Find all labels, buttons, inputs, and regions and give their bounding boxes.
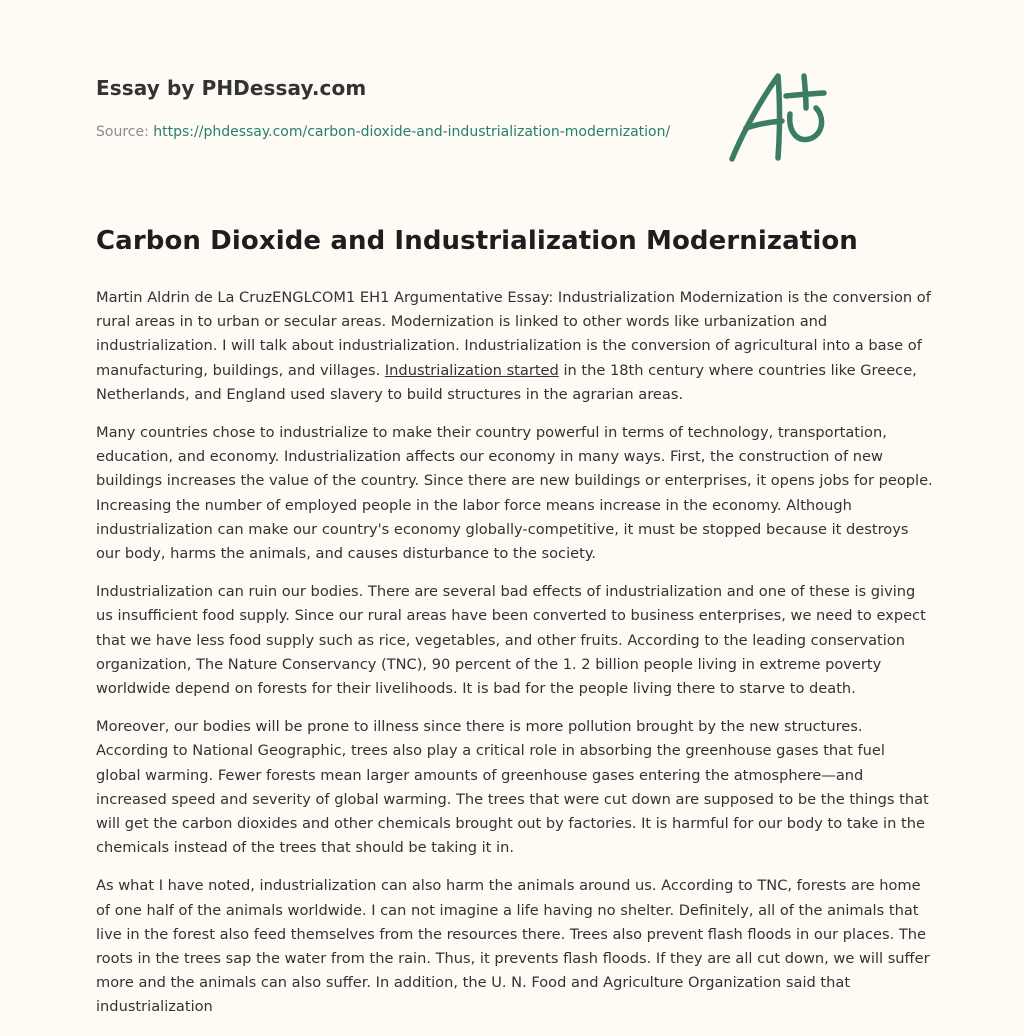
site-title: Essay by PHDessay.com <box>96 76 367 100</box>
essay-paragraph: Industrialization can ruin our bodies. There are several bad effects of industrialization and one of these is giving us insufficient food supply. Since our rural areas have been converted to business enterprises, we need to expect that we have less food supply such as rice, vegetables, and other fruits. According to the leading conservation organization, The Nature Conservancy (TNC), 90 percent of the 1. 2 billion people living in extreme poverty worldwide depend on forests for their livelihoods. It is bad for the people living there to starve to death. <box>96 583 926 698</box>
paragraph-text: Martin Aldrin de La CruzENGLCOM1 EH1 Argumentative Essay: Industrialization Modernization is the conversion of rural areas in to urban or secular areas. Modernization is linked to other words like urbanization and industrialization. I will talk about industrialization. Industrialization is the conversion of agricultural into a base of manufacturing, buildings, and villages. <box>96 289 931 379</box>
essay-title: Carbon Dioxide and Industrialization Modernization <box>96 226 858 256</box>
paragraph-text: in the 18th century where countries like Greece, Netherlands, and England used slavery to build structures in the agrarian areas. <box>96 361 917 403</box>
source-link[interactable]: https://phdessay.com/carbon-dioxide-and-industrialization-modernization/ <box>153 124 671 140</box>
source-line <box>96 124 670 140</box>
source-label: Source: <box>96 124 154 140</box>
a-plus-logo-icon <box>728 68 832 164</box>
essay-paragraph: Moreover, our bodies will be prone to illness since there is more pollution brought by the new structures. According to National Geographic, trees also play a critical role in absorbing the greenhouse gases that fuel global warming. Fewer forests mean larger amounts of greenhouse gases entering the atmosphere—and increased speed and severity of global warming. The trees that were cut down are supposed to be the things that will get the carbon dioxides and other chemicals brought out by factories. It is harmful for our body to take in the chemicals instead of the trees that should be taking it in. <box>96 718 929 857</box>
industrialization-started-link[interactable]: Industrialization started <box>384 361 559 379</box>
essay-body <box>96 286 934 1034</box>
essay-paragraph <box>96 286 934 407</box>
essay-paragraph: Many countries chose to industrialize to make their country powerful in terms of technology, transportation, education, and economy. Industrialization affects our economy in many ways. First, the construction of new buildings increases the value of the country. Since there are new buildings or enterprises, it opens jobs for people. Increasing the number of employed people in the labor force means increase in the economy. Although industrialization can make our country's economy globally-competitive, it must be stopped because it destroys our body, harms the animals, and causes disturbance to the society. <box>96 424 933 563</box>
essay-paragraph: As what I have noted, industrialization can also harm the animals around us. According to TNC, forests are home of one half of the animals worldwide. I can not imagine a life having no shelter. Definitely, all of the animals that live in the forest also feed themselves from the resources there. Trees also prevent flash floods in our places. The roots in the trees sap the water from the rain. Thus, it prevents flash floods. If they are all cut down, we will suffer more and the animals can also suffer. In addition, the U. N. Food and Agriculture Organization said that industrialization <box>96 877 930 1016</box>
